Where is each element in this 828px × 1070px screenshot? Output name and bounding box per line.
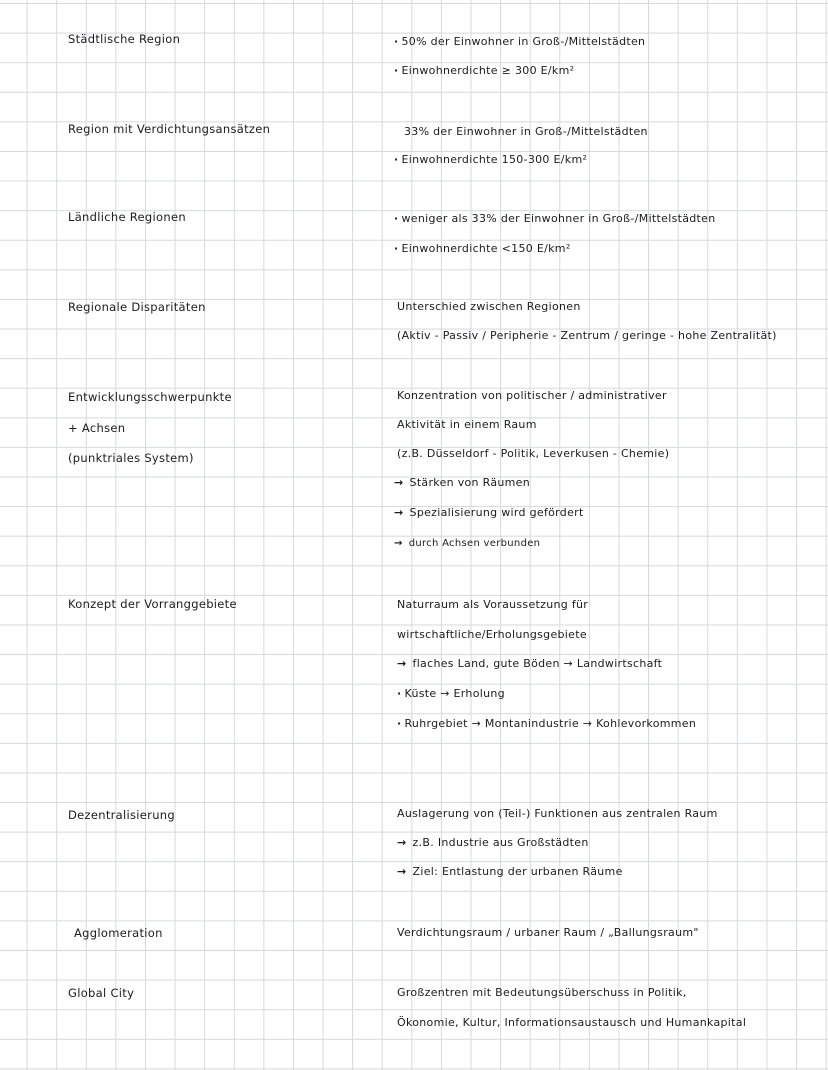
definition-line: · Küste → Erholung (397, 687, 505, 701)
term-entwicklungsschwerpunkte-line2: + Achsen (68, 421, 126, 435)
definition-arrow-line: → flaches Land, gute Böden → Landwirtschaft (397, 657, 662, 671)
definition-line: Ökonomie, Kultur, Informationsaustausch und Humankapital (397, 1016, 747, 1029)
term-agglomeration: Agglomeration (74, 926, 163, 940)
term-entwicklungsschwerpunkte-line3: (punktriales System) (68, 451, 194, 465)
definition-line: Naturraum als Voraussetzung für (397, 598, 589, 611)
definition-arrow-line: → Stärken von Räumen (394, 476, 530, 490)
definition-line: · weniger als 33% der Einwohner in Groß-/Mittelstädten (394, 212, 716, 226)
definition-line: (Aktiv - Passiv / Peripherie - Zentrum / geringe - hohe Zentralität) (397, 329, 777, 342)
definition-line: Konzentration von politischer / administrativer (397, 389, 667, 402)
definition-arrow-line: → Spezialisierung wird gefördert (394, 506, 584, 520)
definition-arrow-line: → z.B. Industrie aus Großstädten (397, 836, 589, 850)
definition-line: Großzentren mit Bedeutungsüberschuss in Politik, (397, 986, 687, 999)
definition-line: · 50% der Einwohner in Groß-/Mittelstädten (394, 35, 645, 49)
definition-line: · Ruhrgebiet → Montanindustrie → Kohlevorkommen (397, 717, 696, 731)
term-region-verdichtungsansaetze: Region mit Verdichtungsansätzen (68, 122, 271, 136)
definition-line: Aktivität in einem Raum (397, 418, 537, 431)
definition-arrow-line: → durch Achsen verbunden (394, 537, 540, 551)
term-global-city: Global City (68, 986, 135, 1000)
definition-line: wirtschaftliche/Erholungsgebiete (397, 628, 587, 641)
term-laendliche-regionen: Ländliche Regionen (68, 210, 186, 224)
definition-line: Unterschied zwischen Regionen (397, 300, 581, 313)
definition-line: (z.B. Düsseldorf - Politik, Leverkusen - Chemie) (397, 447, 670, 460)
definition-line: · Einwohnerdichte <150 E/km² (394, 242, 571, 256)
term-regionale-disparitaeten: Regionale Disparitäten (68, 300, 206, 314)
term-konzept-vorranggebiete: Konzept der Vorranggebiete (68, 597, 237, 611)
definition-arrow-line: → Ziel: Entlastung der urbanen Räume (397, 865, 623, 879)
term-dezentralisierung: Dezentralisierung (68, 808, 175, 822)
definition-line: 33% der Einwohner in Groß-/Mittelstädten (404, 125, 648, 138)
term-entwicklungsschwerpunkte: Entwicklungsschwerpunkte (68, 390, 232, 404)
term-staedtische-region: Städtlische Region (68, 32, 181, 46)
definition-line: Auslagerung von (Teil-) Funktionen aus zentralen Raum (397, 807, 718, 820)
definition-line: Verdichtungsraum / urbaner Raum / „Ballungsraum" (397, 926, 699, 939)
definition-line: · Einwohnerdichte 150-300 E/km² (394, 153, 587, 167)
definition-line: · Einwohnerdichte ≥ 300 E/km² (394, 64, 574, 78)
